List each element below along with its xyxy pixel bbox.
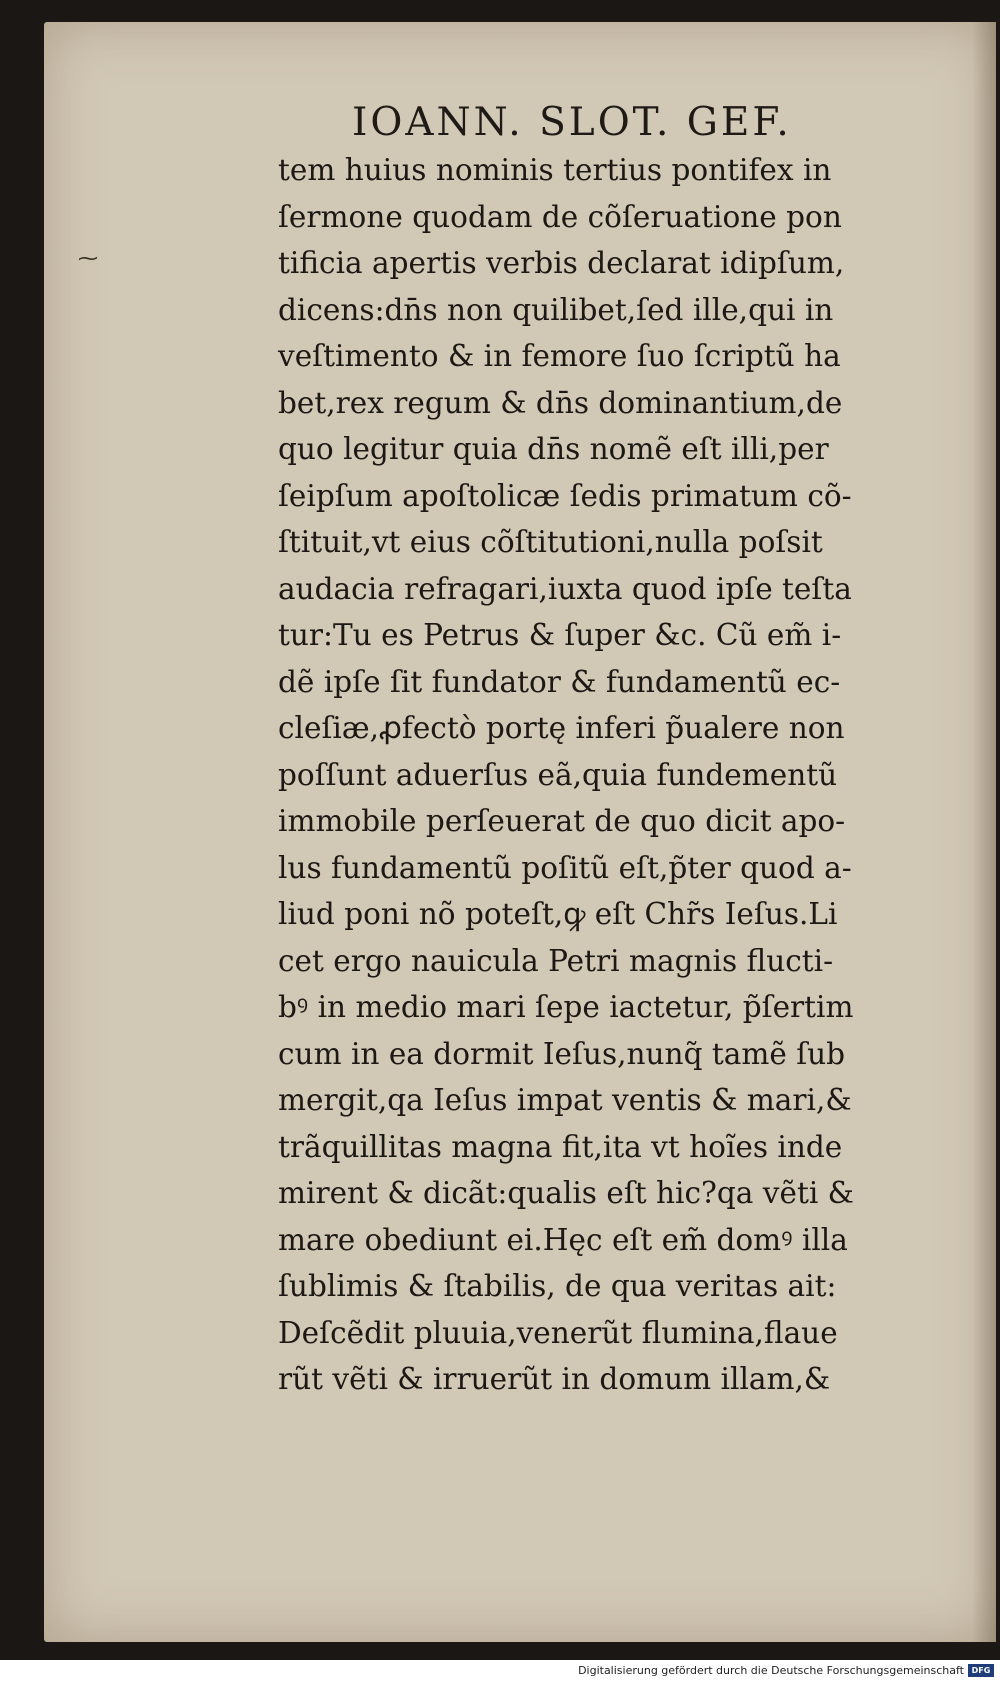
- text-line: lus fundamentũ poſitũ eſt,p̃ter quod a-: [278, 850, 852, 886]
- text-line: trãquillitas magna fit,ita vt hoĩes inde: [278, 1129, 843, 1165]
- text-line: ſeipſum apoſtolicæ ſedis primatum cõ-: [278, 478, 852, 514]
- text-line: cet ergo nauicula Petri magnis flucti-: [278, 943, 834, 979]
- text-line: audacia refragari,iuxta quod ipſe teſta: [278, 571, 852, 607]
- text-line: liud poni nõ poteſt,ꝙ eſt Chr̃s Ieſus.Li: [278, 897, 838, 932]
- text-line: dẽ ipſe ſit fundator & fundamentũ ec-: [278, 664, 841, 700]
- page-edge-shadow: [972, 22, 996, 1642]
- digitization-credit: Digitalisierung gefördert durch die Deutsche Forschungsgemeinschaft: [578, 1664, 964, 1677]
- text-line: cum in ea dormit Ieſus,nunq̃ tamẽ ſub: [278, 1036, 846, 1072]
- text-line: bet,rex regum & dn̄s dominantium,de: [278, 385, 843, 421]
- text-line: veſtimento & in femore ſuo ſcriptũ ha: [278, 339, 841, 374]
- text-line: tem huius nominis tertius pontifex in: [278, 153, 832, 188]
- body-text: [278, 148, 928, 1404]
- text-line: tur:Tu es Petrus & ſuper &c. Cũ em̃ i-: [278, 618, 842, 653]
- dfg-logo: DFG: [968, 1664, 994, 1677]
- text-line: tificia apertis verbis declarat idipſum,: [278, 246, 845, 281]
- text-line: mare obediunt ei.Hęc eſt em̃ domꝰ illa: [278, 1222, 848, 1258]
- text-line: bꝰ in medio mari ſepe iactetur, p̃ſertim: [278, 990, 854, 1025]
- text-line: mergit,qa Ieſus impat ventis & mari,&: [278, 1083, 852, 1118]
- text-line: cleſiæ,ꝓfectò portę inferi p̃ualere non: [278, 711, 845, 746]
- margin-stroke-mark: ⁓: [78, 246, 98, 270]
- text-line: mirent & dicãt:qualis eſt hic?qa vẽti &: [278, 1176, 854, 1211]
- text-line: poſſunt aduerſus eã,quia fundementũ: [278, 757, 838, 793]
- text-line: immobile perſeuerat de quo dicit apo-: [278, 804, 846, 839]
- text-line: ſtituit,vt eius cõſtitutioni,nulla poſsit: [278, 525, 823, 560]
- text-line: rũt vẽti & irruerũt in domum illam,&: [278, 1362, 831, 1397]
- text-line: quo legitur quia dn̄s nomẽ eſt illi,per: [278, 432, 829, 467]
- running-head: IOANN. SLOT. GEF.: [352, 100, 792, 145]
- text-line: Deſcẽdit pluuia,venerũt flumina,flaue: [278, 1315, 838, 1351]
- text-line: ſublimis & ſtabilis, de qua veritas ait:: [278, 1269, 837, 1304]
- text-line: ſermone quodam de cõſeruatione pon: [278, 199, 842, 235]
- text-line: dicens:dn̄s non quilibet,ſed ille,qui in: [278, 292, 834, 328]
